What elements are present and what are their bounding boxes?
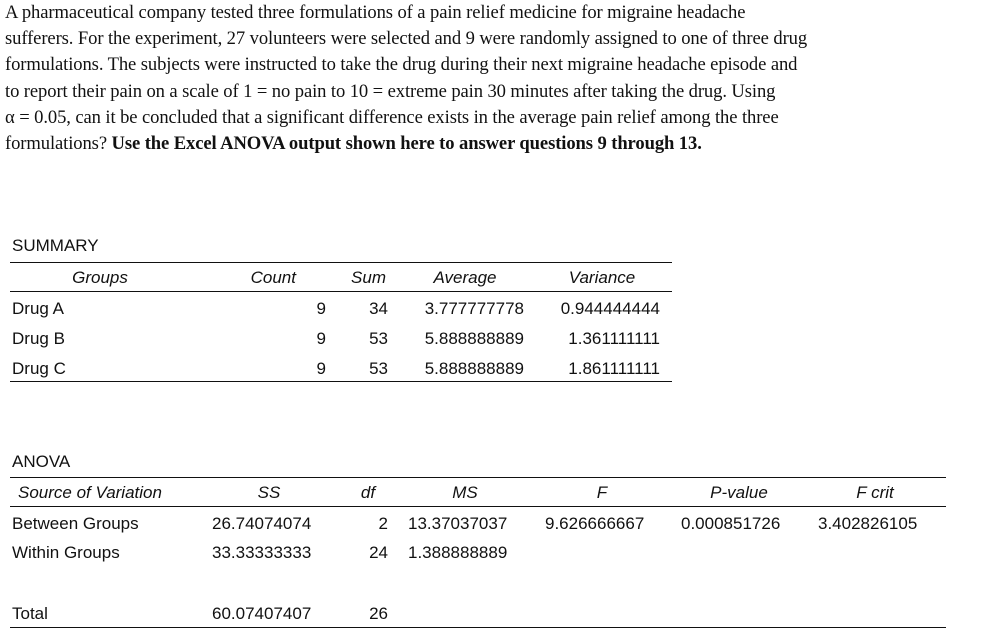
- anova-total-ss: 60.07407407: [212, 604, 312, 623]
- anova-header-ms: MS: [452, 483, 478, 502]
- problem-line: A pharmaceutical company tested three formulations of a pain relief medicine for migraine headache: [5, 2, 746, 23]
- anova-row-between-pvalue: 0.000851726: [681, 514, 781, 533]
- anova-total-source: Total: [12, 604, 48, 623]
- summary-row-b-sum: 53: [369, 329, 388, 348]
- anova-row-between-f: 9.626666667: [545, 514, 645, 533]
- anova-header-fcrit: F crit: [856, 483, 894, 502]
- anova-row-between-ss: 26.74074074: [212, 514, 312, 533]
- summary-row-c-group: Drug C: [12, 359, 66, 378]
- anova-top-rule: [10, 477, 946, 478]
- summary-row-c-average: 5.888888889: [424, 359, 524, 378]
- summary-header-average: Average: [433, 268, 497, 287]
- anova-header-pvalue: P-value: [710, 483, 768, 502]
- summary-header-variance: Variance: [568, 268, 636, 287]
- anova-header-f: F: [596, 483, 608, 502]
- summary-row-c-sum: 53: [369, 359, 388, 378]
- summary-header-groups: Groups: [72, 268, 128, 287]
- anova-total-df: 26: [369, 604, 388, 623]
- anova-header-rule: [10, 506, 946, 507]
- problem-instruction: Use the Excel ANOVA output shown here to answer questions 9 through 13.: [111, 133, 702, 155]
- summary-row-a-average: 3.777777778: [424, 299, 524, 318]
- summary-header-count: Count: [250, 268, 296, 287]
- summary-row-b-average: 5.888888889: [424, 329, 524, 348]
- anova-header-df: df: [360, 483, 376, 502]
- problem-line: to report their pain on a scale of 1 = no pain to 10 = extreme pain 30 minutes after taking the drug. Using: [5, 80, 776, 102]
- summary-row-c-variance: 1.861111111: [568, 359, 660, 378]
- summary-row-b-group: Drug B: [12, 329, 65, 348]
- summary-row-a-sum: 34: [369, 299, 388, 318]
- anova-row-within-ms: 1.388888889: [408, 543, 508, 562]
- summary-row-b-variance: 1.361111111: [568, 329, 660, 348]
- anova-row-between-source: Between Groups: [12, 514, 139, 533]
- anova-row-between-fcrit: 3.402826105: [818, 514, 918, 533]
- anova-row-within-ss: 33.33333333: [212, 543, 312, 562]
- summary-row-a-group: Drug A: [12, 299, 64, 318]
- anova-header-ss: SS: [257, 483, 281, 502]
- summary-row-b-count: 9: [316, 329, 326, 348]
- anova-header-source: Source of Variation: [18, 483, 162, 502]
- summary-row-c-count: 9: [316, 359, 326, 378]
- problem-line: formulations. The subjects were instructed to take the drug during their next migraine headache episode and: [5, 54, 798, 76]
- problem-line: sufferers. For the experiment, 27 volunteers were selected and 9 were randomly assigned to one of three drug: [5, 28, 808, 50]
- anova-title: ANOVA: [12, 452, 71, 471]
- summary-row-a-variance: 0.944444444: [560, 299, 660, 318]
- summary-title: SUMMARY: [12, 236, 99, 255]
- anova-row-between-df: 2: [378, 514, 388, 533]
- summary-row-a-count: 9: [316, 299, 326, 318]
- anova-row-between-ms: 13.37037037: [408, 514, 508, 533]
- problem-line: α = 0.05, can it be concluded that a significant difference exists in the average pain relief among the three: [5, 106, 779, 128]
- summary-header-sum: Sum: [351, 268, 386, 287]
- anova-row-within-df: 24: [369, 543, 388, 562]
- anova-bottom-rule: [10, 627, 946, 628]
- anova-row-within-source: Within Groups: [12, 543, 120, 562]
- problem-line-text: formulations?: [5, 133, 112, 155]
